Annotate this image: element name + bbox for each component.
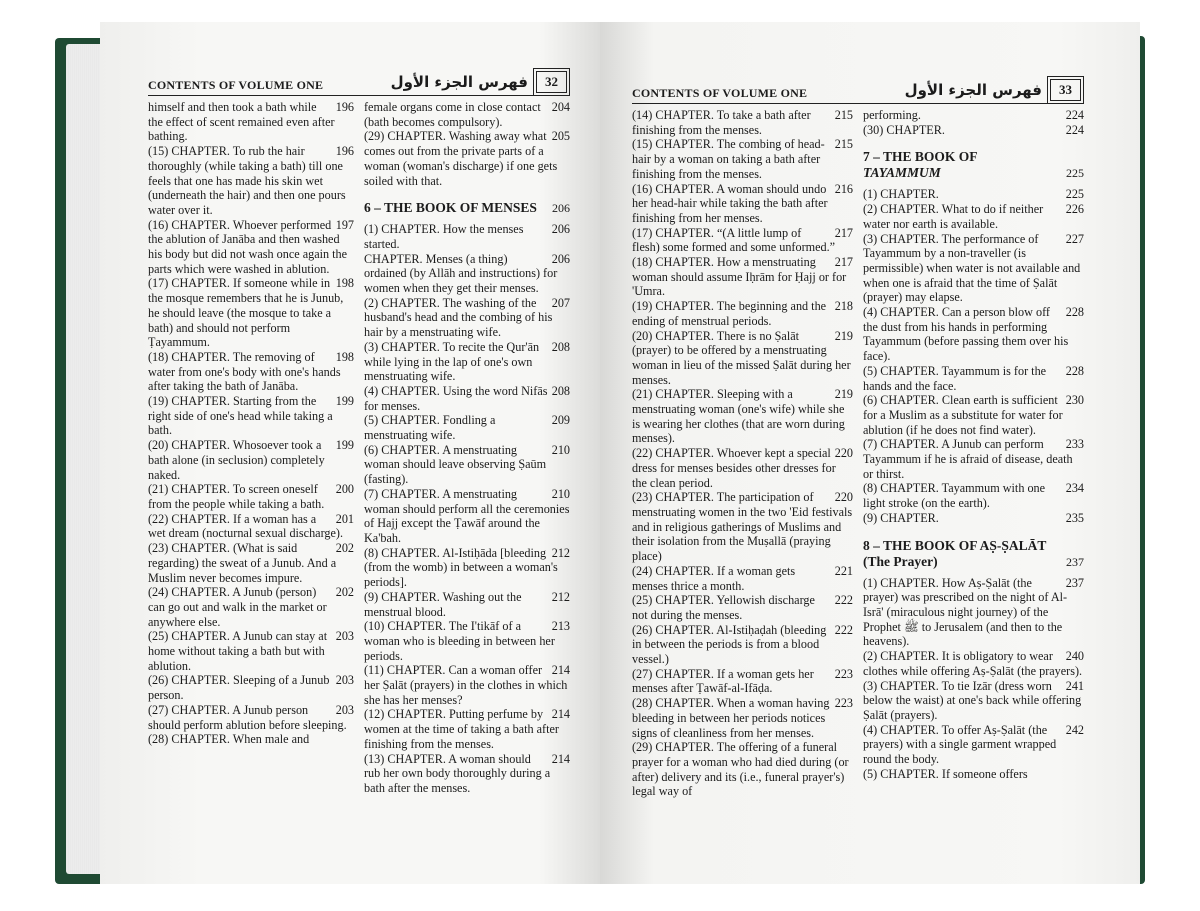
running-head-arabic: فهرس الجزء الأول <box>904 81 1042 99</box>
toc-entry-page: 204 <box>551 100 570 114</box>
toc-entry-page: 214 <box>551 707 570 722</box>
running-head-title: CONTENTS OF VOLUME ONE <box>148 78 324 92</box>
toc-entry <box>364 546 570 590</box>
toc-entry <box>632 137 853 181</box>
toc-entry <box>148 512 354 541</box>
toc-entry-text: (27) CHAPTER. A Junub person should perform ablution before sleeping. <box>148 702 347 732</box>
toc-entry-text: himself and then took a bath while the effect of scent remained even after bathing. <box>148 100 335 144</box>
toc-entry-text: (22) CHAPTER. If a woman has a wet dream (nocturnal sexual discharge). <box>148 511 344 541</box>
toc-entry-text: (28) CHAPTER. When male and <box>148 732 310 747</box>
toc-entry-page: 199 <box>335 394 354 409</box>
toc-entry-text: (2) CHAPTER. What to do if neither water nor earth is available. <box>863 202 1044 231</box>
toc-entry <box>632 329 853 388</box>
toc-entry-text: (10) CHAPTER. The I'tikāf of a woman who is bleeding in between her periods. <box>364 619 555 663</box>
toc-entry-text: (22) CHAPTER. Whoever kept a special dress for menses besides other dresses for the clean period. <box>632 446 836 490</box>
toc-entry <box>632 182 853 226</box>
toc-entry <box>148 732 354 747</box>
toc-entry-page: 217 <box>834 225 853 240</box>
toc-entry <box>863 305 1084 364</box>
toc-entry <box>148 438 354 482</box>
toc-entry-page: 197 <box>335 217 354 232</box>
toc-entry-text: (2) CHAPTER. The washing of the husband's head and the combing of his hair by a menstruating wife. <box>364 295 553 340</box>
toc-entry-page: 227 <box>1065 231 1084 246</box>
toc-entry-page: 205 <box>551 129 570 144</box>
left-column-2 <box>364 100 570 796</box>
toc-entry-text: (18) CHAPTER. The removing of water from one's body with one's hands after taking the bath of Janāba. <box>148 349 341 394</box>
toc-entry-page: 223 <box>834 696 853 711</box>
toc-entry <box>364 413 570 442</box>
toc-entry <box>364 487 570 546</box>
toc-entry-text: (4) CHAPTER. To offer Aṣ-Ṣalāt (the prayers) with a single garment wrapped round the body. <box>863 722 1057 767</box>
toc-entry-text: (9) CHAPTER. <box>863 510 939 525</box>
toc-entry-page: 196 <box>335 100 354 114</box>
toc-entry <box>863 187 1084 202</box>
toc-entry-text: (19) CHAPTER. Starting from the right side of one's head while taking a bath. <box>148 394 333 438</box>
toc-entry-text: (20) CHAPTER. There is no Ṣalāt (prayer) to be offered by a menstruating woman in lieu of the missed Ṣalāt during her menses. <box>632 328 851 387</box>
toc-entry-text: (30) CHAPTER. <box>863 122 945 137</box>
toc-entry <box>364 707 570 751</box>
toc-entry-page: 203 <box>335 629 354 644</box>
toc-entry <box>364 590 570 619</box>
toc-entry <box>148 482 354 511</box>
toc-entry <box>863 723 1084 767</box>
toc-entry-text: (3) CHAPTER. The performance of Tayammum by a non-traveller (is permissible) when water is not available and when one is afraid that the time of Ṣalāt (prayer) may elapse. <box>863 231 1081 305</box>
toc-entry-page: 200 <box>335 482 354 497</box>
toc-entry-page: 202 <box>335 541 354 556</box>
toc-entry-text: (15) CHAPTER. To rub the hair thoroughly (while taking a bath) till one feels that one has made his skin wet (underneath the hair) and then one pours water over it. <box>148 144 346 217</box>
toc-entry <box>632 108 853 137</box>
toc-entry-page: 240 <box>1065 649 1084 664</box>
toc-entry-text: (5) CHAPTER. Tayammum is for the hands and the face. <box>863 363 1047 393</box>
toc-entry-page: 217 <box>834 255 853 270</box>
right-page <box>600 22 1140 884</box>
toc-entry-text: (25) CHAPTER. A Junub can stay at home without taking a bath but with ablution. <box>148 629 328 673</box>
toc-entry-page: 242 <box>1065 722 1084 737</box>
toc-entry-text: (8) CHAPTER. Al-Istiḥāda [bleeding (from the womb) in between a woman's periods]. <box>364 545 558 590</box>
toc-entry-page: 241 <box>1065 678 1084 693</box>
toc-entry <box>863 576 1084 650</box>
toc-entry-page: 214 <box>551 663 570 678</box>
toc-entry <box>148 100 354 144</box>
toc-entry-page: 219 <box>834 387 853 402</box>
toc-entry-page: 213 <box>551 619 570 634</box>
toc-entry <box>364 222 570 251</box>
toc-entry <box>863 437 1084 481</box>
toc-entry <box>148 144 354 218</box>
toc-entry-text: (17) CHAPTER. If someone while in the mosque remembers that he is Junub, he should leave (the mosque to take a bath) and should not perform Ṭayammum. <box>148 276 344 350</box>
toc-entry <box>863 108 1084 123</box>
toc-entry <box>863 393 1084 437</box>
toc-entry <box>632 564 853 593</box>
toc-entry-page: 209 <box>551 413 570 428</box>
toc-entry <box>148 703 354 732</box>
toc-entry-page: 203 <box>335 673 354 688</box>
toc-entry-page: 223 <box>834 666 853 681</box>
toc-entry <box>632 740 853 799</box>
toc-entry-text: (16) CHAPTER. A woman should undo her head-hair while taking the bath after finishing from her menses. <box>632 181 828 225</box>
toc-entry-page: 220 <box>834 490 853 505</box>
toc-entry <box>364 100 570 129</box>
toc-entry-text: (17) CHAPTER. “(A little lump of flesh) some formed and some unformed.” <box>632 225 836 255</box>
toc-entry <box>364 443 570 487</box>
toc-entry-page: 206 <box>551 251 570 266</box>
toc-entry-text: (7) CHAPTER. A Junub can perform Tayammum if he is afraid of disease, death or thirst. <box>863 437 1073 481</box>
toc-entry-page: 224 <box>1065 122 1084 137</box>
toc-entry <box>632 490 853 564</box>
toc-entry-text: (5) CHAPTER. If someone offers <box>863 766 1028 781</box>
toc-entry-text: (21) CHAPTER. To screen oneself from the people while taking a bath. <box>148 482 325 511</box>
toc-entry-page: 199 <box>335 438 354 453</box>
toc-entry-text: (18) CHAPTER. How a menstruating woman should assume Iḥrām for Ḥajj or for 'Umra. <box>632 255 847 299</box>
toc-entry-page: 207 <box>551 295 570 310</box>
toc-entry-text: (8) CHAPTER. Tayammum with one light stroke (on the earth). <box>863 481 1046 511</box>
page-number: 33 <box>1050 79 1081 101</box>
toc-entry <box>364 663 570 707</box>
toc-entry-page: 230 <box>1065 393 1084 408</box>
toc-entry-text: (9) CHAPTER. Washing out the menstrual blood. <box>364 589 522 619</box>
toc-entry-text: (4) CHAPTER. Using the word Nifās for menses. <box>364 383 548 413</box>
toc-entry-page: 198 <box>335 276 354 291</box>
toc-entry-text: performing. <box>863 108 921 122</box>
toc-entry-text: (4) CHAPTER. Can a person blow off the dust from his hands in performing Tayammum (before passing them over his face). <box>863 305 1069 364</box>
toc-entry <box>364 340 570 384</box>
toc-entry-page: 212 <box>551 545 570 560</box>
toc-entry-text: (23) CHAPTER. The participation of menstruating women in the two 'Eid festivals and in religious gatherings of Muslims and their isolation from the Muṣallā (praying place) <box>632 490 853 564</box>
toc-entry <box>148 394 354 438</box>
toc-entry-text: (6) CHAPTER. Clean earth is sufficient for a Muslim as a substitute for water for ablution (if he does not find water). <box>863 393 1063 437</box>
toc-entry <box>632 667 853 696</box>
toc-entry-page: 215 <box>834 108 853 122</box>
toc-entry-text: (12) CHAPTER. Putting perfume by women at the time of taking a bath after finishing from the menses. <box>364 707 559 751</box>
toc-entry-text: (1) CHAPTER. <box>863 187 939 202</box>
toc-entry-page: 233 <box>1065 437 1084 452</box>
toc-entry <box>863 123 1084 138</box>
toc-entry-text: (6) CHAPTER. A menstruating woman should leave observing Ṣaūm (fasting). <box>364 442 547 487</box>
toc-entry-text: (2) CHAPTER. It is obligatory to wear clothes while offering Aṣ-Ṣalāt (the prayers). <box>863 649 1083 678</box>
left-page <box>100 22 600 884</box>
toc-entry <box>148 350 354 394</box>
toc-entry-text: (13) CHAPTER. A woman should rub her own body thoroughly during a bath after the menses. <box>364 751 551 795</box>
toc-entry-text: CHAPTER. Menses (a thing) ordained (by Allāh and instructions) for women when they get their menses. <box>364 251 558 296</box>
toc-entry <box>364 252 570 296</box>
toc-entry-page: 206 <box>551 222 570 237</box>
toc-entry-text: (25) CHAPTER. Yellowish discharge not during the menses. <box>632 593 815 622</box>
toc-entry-page: 224 <box>1065 108 1084 122</box>
running-head-arabic: فهرس الجزء الأول <box>390 73 528 91</box>
toc-entry-page: 235 <box>1065 510 1084 525</box>
book-heading-salat: 8 – THE BOOK OF AṢ-ṢALĀT (The Prayer) 237 <box>863 537 1084 569</box>
toc-entry-page: 222 <box>834 593 853 608</box>
toc-entry-text: (1) CHAPTER. How the menses started. <box>364 222 524 251</box>
toc-entry <box>364 129 570 188</box>
toc-entry-page: 237 <box>1065 575 1084 590</box>
toc-entry <box>364 384 570 413</box>
toc-entry-text: (20) CHAPTER. Whosoever took a bath alone (in seclusion) completely naked. <box>148 438 325 482</box>
toc-entry <box>148 629 354 673</box>
toc-entry <box>148 276 354 350</box>
toc-entry-page: 234 <box>1065 481 1084 496</box>
toc-entry-page: 210 <box>551 486 570 501</box>
toc-entry-page: 208 <box>551 383 570 398</box>
toc-entry <box>632 446 853 490</box>
toc-entry <box>863 202 1084 231</box>
toc-entry <box>364 619 570 663</box>
right-running-head <box>632 70 1084 104</box>
right-column-1 <box>632 108 853 799</box>
toc-entry-text: (21) CHAPTER. Sleeping with a menstruating woman (one's wife) while she is wearing her clothes (that are worn during menses). <box>632 387 845 446</box>
toc-entry <box>148 218 354 277</box>
toc-entry-text: (3) CHAPTER. To tie Izār (dress worn below the waist) at one's back while offering Ṣalāt (prayers). <box>863 678 1082 722</box>
toc-entry-text: (11) CHAPTER. Can a woman offer her Ṣalāt (prayers) in the clothes in which she has her menses? <box>364 663 568 707</box>
toc-entry-text: female organs come in close contact (bath becomes compulsory). <box>364 100 541 129</box>
toc-entry-page: 196 <box>335 144 354 159</box>
toc-entry <box>632 696 853 740</box>
toc-entry-text: (5) CHAPTER. Fondling a menstruating wife. <box>364 413 496 443</box>
toc-entry-page: 202 <box>335 585 354 600</box>
toc-entry-text: (27) CHAPTER. If a woman gets her menses after Ṭawāf-al-Ifāḍa. <box>632 666 814 696</box>
toc-entry-page: 220 <box>834 446 853 461</box>
toc-entry-page: 219 <box>834 328 853 343</box>
toc-entry-page: 221 <box>834 563 853 578</box>
toc-entry <box>863 364 1084 393</box>
toc-entry-text: (3) CHAPTER. To recite the Qur'ān while lying in the lap of one's own menstruating wife. <box>364 339 540 384</box>
toc-entry-page: 218 <box>834 299 853 314</box>
toc-entry-text: (29) CHAPTER. The offering of a funeral prayer for a woman who had died during (or after) delivery and its (i.e., funeral prayer's) legal way of <box>632 740 849 799</box>
toc-entry-page: 198 <box>335 349 354 364</box>
toc-entry <box>364 296 570 340</box>
toc-entry-page: 203 <box>335 702 354 717</box>
book-heading-tayammum: 7 – THE BOOK OF TAYAMMUM 225 <box>863 149 1084 181</box>
toc-entry <box>148 585 354 629</box>
toc-entry-page: 208 <box>551 339 570 354</box>
toc-entry-text: (29) CHAPTER. Washing away what comes out from the private parts of a woman (woman's discharge) if one gets soiled with that. <box>364 129 558 188</box>
toc-entry <box>632 299 853 328</box>
toc-entry <box>632 255 853 299</box>
toc-entry-page: 215 <box>834 137 853 152</box>
toc-entry-text: (26) CHAPTER. Sleeping of a Junub person. <box>148 673 330 703</box>
toc-entry <box>632 593 853 622</box>
toc-entry-page: 201 <box>335 511 354 526</box>
toc-entry-text: (24) CHAPTER. A Junub (person) can go out and walk in the market or anywhere else. <box>148 585 327 629</box>
toc-entry-text: (7) CHAPTER. A menstruating woman should perform all the ceremonies of Hajj except the Ṭawāf around the Ka'bah. <box>364 486 570 545</box>
toc-entry <box>632 623 853 667</box>
toc-entry <box>863 232 1084 306</box>
toc-entry-page: 226 <box>1065 202 1084 217</box>
toc-entry-text: (14) CHAPTER. To take a bath after finishing from the menses. <box>632 108 811 137</box>
toc-entry-page: 225 <box>1065 187 1084 202</box>
toc-entry <box>863 649 1084 678</box>
toc-entry-page: 210 <box>551 442 570 457</box>
toc-entry-page: 228 <box>1065 305 1084 320</box>
toc-entry-text: (1) CHAPTER. How Aṣ-Ṣalāt (the prayer) was prescribed on the night of Al-Isrā' (miraculous night journey) of the Prophet ﷺ to Jerusalem (and then to the heavens). <box>863 575 1068 649</box>
toc-entry-text: (19) CHAPTER. The beginning and the ending of menstrual periods. <box>632 299 827 328</box>
right-column-2 <box>863 108 1084 799</box>
toc-entry <box>863 511 1084 526</box>
toc-entry <box>863 679 1084 723</box>
left-column-1 <box>148 100 354 796</box>
toc-entry <box>632 226 853 255</box>
toc-entry <box>364 752 570 796</box>
toc-entry-page: 214 <box>551 751 570 766</box>
toc-entry-text: (24) CHAPTER. If a woman gets menses thrice a month. <box>632 563 796 593</box>
toc-entry-page: 228 <box>1065 363 1084 378</box>
toc-entry-text: (15) CHAPTER. The combing of head-hair by a woman on taking a bath after finishing from the menses. <box>632 137 825 181</box>
toc-entry-text: (26) CHAPTER. Al-Istiḥaḍah (bleeding in between the periods is from a blood vessel.) <box>632 622 827 667</box>
running-head-title: CONTENTS OF VOLUME ONE <box>632 86 808 100</box>
toc-entry <box>863 481 1084 510</box>
toc-entry-page: 222 <box>834 622 853 637</box>
toc-entry <box>148 673 354 702</box>
book-heading-menses: 6 – THE BOOK OF MENSES 206 <box>364 200 570 216</box>
page-number: 32 <box>536 71 567 93</box>
toc-entry-page: 212 <box>551 589 570 604</box>
toc-entry <box>148 541 354 585</box>
toc-entry-text: (23) CHAPTER. (What is said regarding) the sweat of a Junub. And a Muslim never becomes impure. <box>148 541 337 585</box>
left-running-head <box>148 62 570 96</box>
toc-entry <box>863 767 1084 782</box>
toc-entry-text: (28) CHAPTER. When a woman having bleeding in between her periods notices signs of cleanliness from her menses. <box>632 696 830 740</box>
toc-entry-page: 216 <box>834 181 853 196</box>
toc-entry-text: (16) CHAPTER. Whoever performed the ablution of Janāba and then washed his body but did not wash once again the parts which were washed in ablution. <box>148 217 348 276</box>
toc-entry <box>632 387 853 446</box>
